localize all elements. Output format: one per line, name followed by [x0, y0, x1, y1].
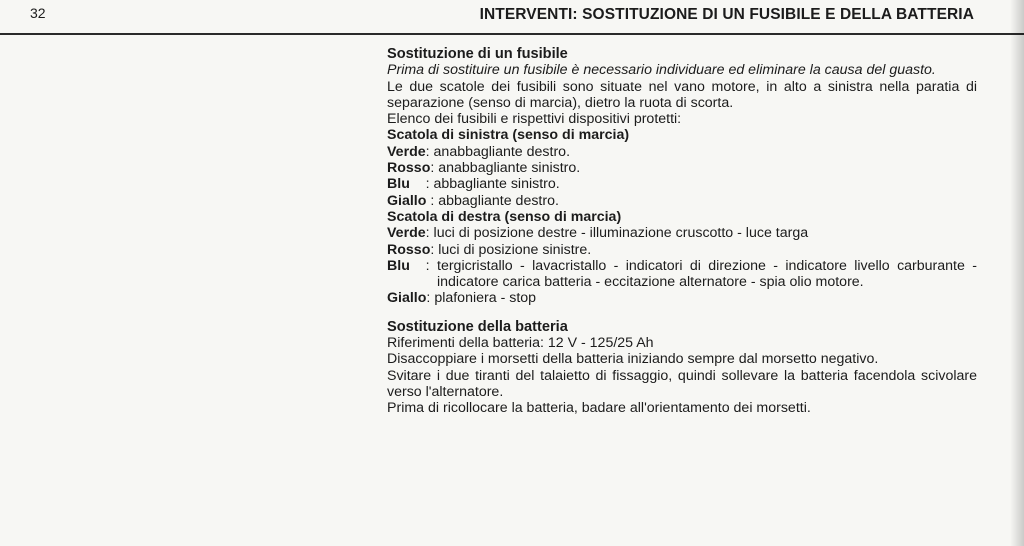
battery-section — [387, 319, 977, 417]
right-fuse-rosso — [387, 242, 977, 258]
fuse-device: luci di posizione destre - illuminazione cruscotto - luce targa — [433, 225, 809, 242]
fuse-color: Giallo — [387, 192, 427, 209]
left-fuse-giallo — [387, 193, 977, 209]
fuse-separator: : — [430, 241, 439, 258]
right-box-title: Scatola di destra (senso di marcia) — [387, 208, 622, 225]
fuse-device: anabbagliante destro. — [433, 143, 571, 160]
fuse-color: Blu — [387, 176, 410, 193]
fuse-device: anabbagliante sinistro. — [438, 160, 581, 177]
content-column — [387, 46, 977, 417]
fuse-separator: : — [426, 192, 439, 209]
fuse-color: Verde — [387, 225, 426, 242]
fuse-separator: : — [425, 143, 434, 160]
fuse-color: Rosso — [387, 241, 431, 258]
running-header: INTERVENTI: SOSTITUZIONE DI UN FUSIBILE E DELLA BATTERIA — [479, 6, 974, 23]
fuse-color: Verde — [387, 143, 426, 160]
fuse-device: tergicristallo - lavacristallo - indicatori di direzione - indicatore livello carburante - indicatore carica batteria - eccitazione alternatore - spia olio motore. — [437, 257, 977, 291]
right-fuse-blu — [387, 258, 977, 291]
left-fuse-verde — [387, 144, 977, 160]
battery-spec: Riferimenti della batteria: 12 V - 125/25 Ah — [387, 335, 654, 352]
fuse-color: Giallo — [387, 290, 427, 307]
page-number: 32 — [30, 5, 46, 21]
fuse-device: abbagliante sinistro. — [433, 176, 560, 193]
battery-section-title: Sostituzione della batteria — [387, 318, 568, 335]
fuse-separator: : — [409, 257, 434, 274]
right-fuse-giallo — [387, 290, 977, 306]
fuse-color-name: Blu — [387, 257, 410, 274]
battery-step-2: Svitare i due tiranti del talaietto di fissaggio, quindi sollevare la batteria facendola scivolare verso l'alternatore. — [387, 367, 977, 400]
fuse-color: Rosso — [387, 160, 431, 177]
fuse-separator: : — [426, 290, 435, 307]
fuse-device: abbagliante destro. — [438, 192, 559, 209]
fuse-separator: : — [425, 225, 434, 242]
fuse-separator: : — [409, 176, 434, 193]
fuse-location: Le due scatole dei fusibili sono situate nel vano motore, in alto a sinistra nella paratia di separazione (senso di marcia), dietro la ruota di scorta. — [387, 78, 977, 111]
header-rule — [0, 33, 1024, 35]
page-edge-shadow — [1010, 0, 1024, 546]
fuse-color — [387, 258, 437, 291]
right-fuse-verde — [387, 225, 977, 241]
left-box-title: Scatola di sinistra (senso di marcia) — [387, 127, 630, 144]
fuse-list-intro: Elenco dei fusibili e rispettivi dispositivi protetti: — [387, 111, 682, 128]
fuse-device: plafoniera - stop — [434, 290, 537, 307]
fuse-section-title: Sostituzione di un fusibile — [387, 46, 568, 62]
fuse-separator: : — [430, 160, 439, 177]
battery-step-1: Disaccoppiare i morsetti della batteria iniziando sempre dal morsetto negativo. — [387, 351, 879, 368]
fuse-device: luci di posizione sinistre. — [438, 241, 592, 258]
battery-step-3: Prima di ricollocare la batteria, badare all'orientamento dei morsetti. — [387, 400, 811, 417]
left-fuse-rosso — [387, 160, 977, 176]
left-fuse-blu — [387, 176, 977, 192]
fuse-warning: Prima di sostituire un fusibile è necessario individuare ed eliminare la causa del guasto. — [387, 62, 936, 79]
